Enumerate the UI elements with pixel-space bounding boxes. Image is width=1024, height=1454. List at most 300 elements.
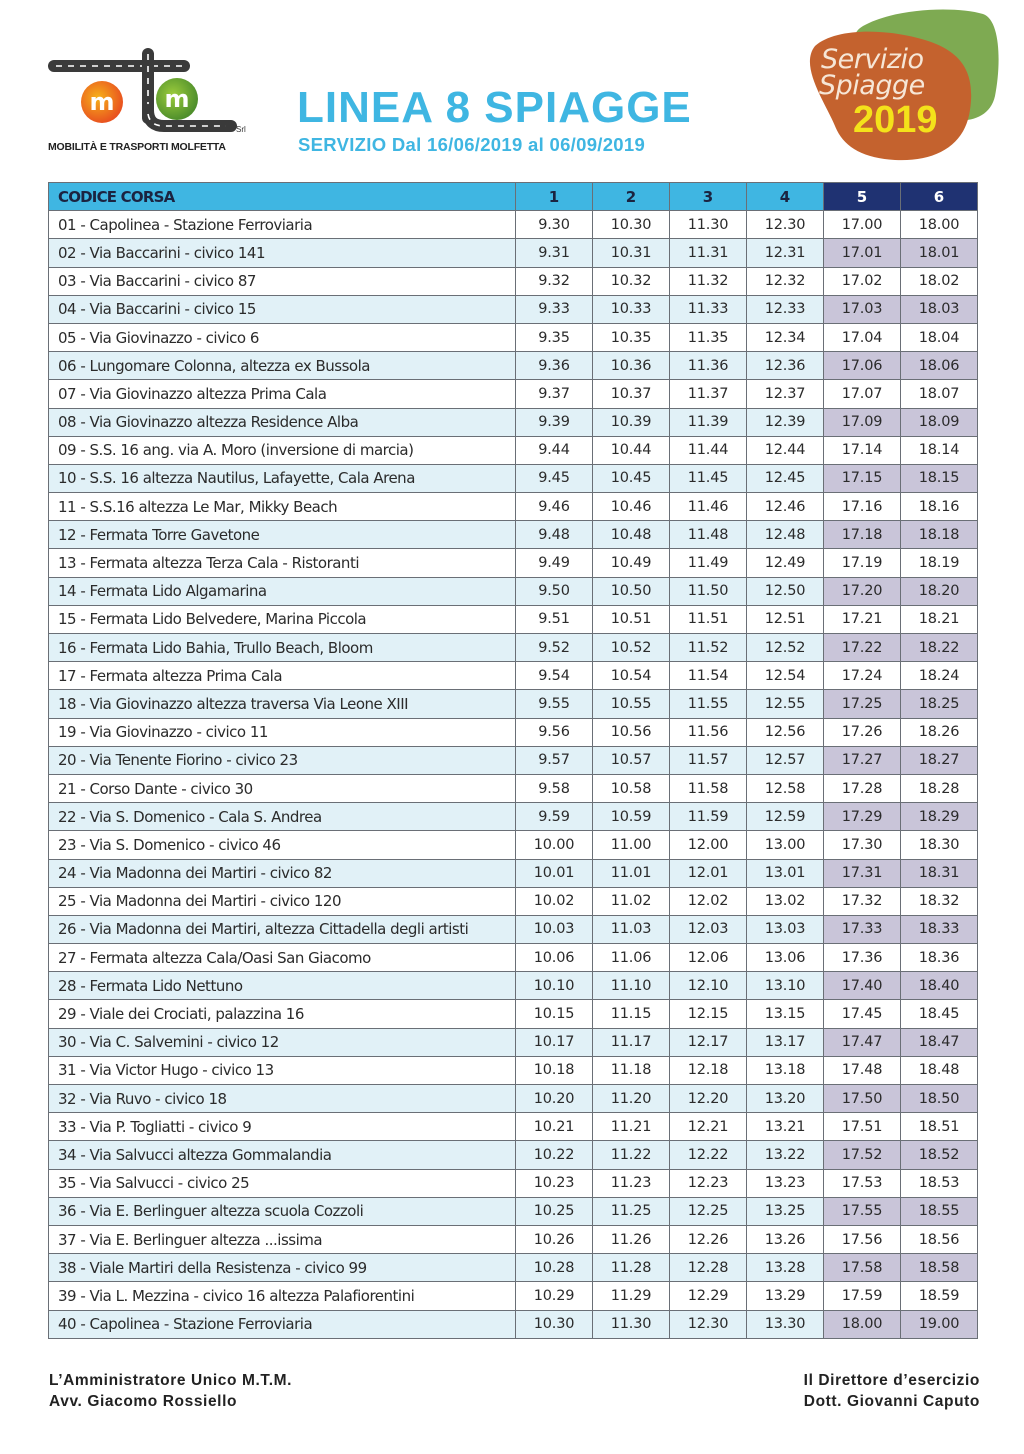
table-row [49,803,978,831]
table-row [49,1310,978,1338]
departure-time-run-2: 11.29 [593,1282,670,1310]
departure-time-run-3: 12.29 [670,1282,747,1310]
stop-name: 27 - Fermata altezza Cala/Oasi San Giacomo [49,944,516,972]
departure-time-run-2: 10.48 [593,521,670,549]
departure-time-run-2: 11.23 [593,1169,670,1197]
departure-time-run-2: 10.46 [593,493,670,521]
table-row [49,915,978,943]
stop-name: 02 - Via Baccarini - civico 141 [49,239,516,267]
departure-time-run-2: 10.44 [593,436,670,464]
departure-time-run-3: 12.15 [670,1000,747,1028]
departure-time-run-4: 13.23 [747,1169,824,1197]
departure-time-run-1: 10.21 [516,1113,593,1141]
departure-time-run-4: 12.37 [747,380,824,408]
departure-time-run-3: 11.44 [670,436,747,464]
logo-letter-m2: m [164,85,190,113]
logo-srl: Srl [236,125,246,134]
stop-name: 30 - Via C. Salvemini - civico 12 [49,1028,516,1056]
table-row [49,634,978,662]
departure-time-run-4: 13.28 [747,1254,824,1282]
departure-time-run-5: 17.19 [824,549,901,577]
departure-time-run-4: 12.39 [747,408,824,436]
departure-time-run-5: 17.56 [824,1225,901,1253]
departure-time-run-1: 9.35 [516,323,593,351]
table-row [49,1141,978,1169]
departure-time-run-6: 18.24 [901,662,978,690]
departure-time-run-5: 17.48 [824,1056,901,1084]
departure-time-run-2: 11.18 [593,1056,670,1084]
departure-time-run-5: 17.55 [824,1197,901,1225]
departure-time-run-3: 12.06 [670,944,747,972]
departure-time-run-3: 12.20 [670,1085,747,1113]
departure-time-run-6: 18.40 [901,972,978,1000]
stop-name: 03 - Via Baccarini - civico 87 [49,267,516,295]
departure-time-run-3: 11.33 [670,295,747,323]
departure-time-run-6: 18.32 [901,887,978,915]
stop-name: 28 - Fermata Lido Nettuno [49,972,516,1000]
departure-time-run-4: 12.52 [747,634,824,662]
departure-time-run-4: 12.33 [747,295,824,323]
departure-time-run-4: 13.15 [747,1000,824,1028]
departure-time-run-3: 11.59 [670,803,747,831]
table-row [49,944,978,972]
table-row [49,1197,978,1225]
column-header-run-4: 4 [747,183,824,211]
table-row [49,549,978,577]
departure-time-run-4: 12.36 [747,352,824,380]
departure-time-run-6: 18.33 [901,915,978,943]
departure-time-run-6: 18.16 [901,493,978,521]
table-row [49,718,978,746]
departure-time-run-6: 18.48 [901,1056,978,1084]
departure-time-run-4: 12.44 [747,436,824,464]
departure-time-run-1: 9.32 [516,267,593,295]
stop-name: 07 - Via Giovinazzo altezza Prima Cala [49,380,516,408]
departure-time-run-1: 10.30 [516,1310,593,1338]
departure-time-run-6: 18.25 [901,690,978,718]
departure-time-run-2: 10.59 [593,803,670,831]
stop-name: 18 - Via Giovinazzo altezza traversa Via Leone XIII [49,690,516,718]
departure-time-run-4: 13.01 [747,859,824,887]
stop-name: 17 - Fermata altezza Prima Cala [49,662,516,690]
departure-time-run-6: 18.56 [901,1225,978,1253]
departure-time-run-2: 11.02 [593,887,670,915]
departure-time-run-3: 11.32 [670,267,747,295]
departure-time-run-5: 17.31 [824,859,901,887]
departure-time-run-2: 10.33 [593,295,670,323]
departure-time-run-5: 17.14 [824,436,901,464]
departure-time-run-3: 12.18 [670,1056,747,1084]
table-row [49,295,978,323]
departure-time-run-5: 17.28 [824,774,901,802]
departure-time-run-4: 12.56 [747,718,824,746]
departure-time-run-5: 17.03 [824,295,901,323]
departure-time-run-6: 18.22 [901,634,978,662]
departure-time-run-1: 9.58 [516,774,593,802]
table-row [49,464,978,492]
stop-name: 26 - Via Madonna dei Martiri, altezza Cittadella degli artisti [49,915,516,943]
departure-time-run-3: 12.26 [670,1225,747,1253]
departure-time-run-5: 18.00 [824,1310,901,1338]
stop-name: 22 - Via S. Domenico - Cala S. Andrea [49,803,516,831]
departure-time-run-1: 9.36 [516,352,593,380]
table-row [49,1113,978,1141]
departure-time-run-6: 18.14 [901,436,978,464]
table-row [49,408,978,436]
table-row [49,1254,978,1282]
departure-time-run-5: 17.18 [824,521,901,549]
table-row [49,1056,978,1084]
stop-name: 06 - Lungomare Colonna, altezza ex Bussola [49,352,516,380]
table-row [49,662,978,690]
departure-time-run-5: 17.58 [824,1254,901,1282]
badge-line-servizio: Servizio [821,44,924,75]
departure-time-run-3: 12.02 [670,887,747,915]
table-row [49,690,978,718]
departure-time-run-3: 12.22 [670,1141,747,1169]
stop-name: 24 - Via Madonna dei Martiri - civico 82 [49,859,516,887]
departure-time-run-2: 10.30 [593,211,670,239]
departure-time-run-3: 12.01 [670,859,747,887]
departure-time-run-6: 18.21 [901,605,978,633]
departure-time-run-3: 11.57 [670,746,747,774]
departure-time-run-5: 17.50 [824,1085,901,1113]
departure-time-run-2: 10.52 [593,634,670,662]
departure-time-run-5: 17.30 [824,831,901,859]
departure-time-run-3: 12.00 [670,831,747,859]
departure-time-run-3: 11.56 [670,718,747,746]
departure-time-run-6: 18.04 [901,323,978,351]
stop-name: 25 - Via Madonna dei Martiri - civico 120 [49,887,516,915]
departure-time-run-1: 9.33 [516,295,593,323]
mtm-road-logo-icon [46,46,246,141]
departure-time-run-6: 18.47 [901,1028,978,1056]
stop-name: 10 - S.S. 16 altezza Nautilus, Lafayette, Cala Arena [49,464,516,492]
departure-time-run-1: 9.31 [516,239,593,267]
departure-time-run-4: 12.51 [747,605,824,633]
stop-name: 34 - Via Salvucci altezza Gommalandia [49,1141,516,1169]
table-row [49,887,978,915]
stop-name: 14 - Fermata Lido Algamarina [49,577,516,605]
departure-time-run-2: 10.49 [593,549,670,577]
table-row [49,1028,978,1056]
stop-name: 40 - Capolinea - Stazione Ferroviaria [49,1310,516,1338]
table-row [49,859,978,887]
stop-name: 13 - Fermata altezza Terza Cala - Ristoranti [49,549,516,577]
departure-time-run-1: 10.20 [516,1085,593,1113]
departure-time-run-4: 12.46 [747,493,824,521]
departure-time-run-4: 12.50 [747,577,824,605]
departure-time-run-5: 17.00 [824,211,901,239]
departure-time-run-3: 12.30 [670,1310,747,1338]
departure-time-run-3: 11.52 [670,634,747,662]
departure-time-run-5: 17.47 [824,1028,901,1056]
departure-time-run-4: 12.45 [747,464,824,492]
departure-time-run-1: 10.28 [516,1254,593,1282]
departure-time-run-6: 18.07 [901,380,978,408]
departure-time-run-4: 13.03 [747,915,824,943]
logo-tagline: MOBILITÀ E TRASPORTI MOLFETTA [48,141,226,153]
stop-name: 04 - Via Baccarini - civico 15 [49,295,516,323]
departure-time-run-3: 11.45 [670,464,747,492]
administrator-role: L’Amministratore Unico M.T.M. [49,1372,293,1389]
departure-time-run-5: 17.53 [824,1169,901,1197]
departure-time-run-6: 18.15 [901,464,978,492]
departure-time-run-4: 12.55 [747,690,824,718]
departure-time-run-2: 10.50 [593,577,670,605]
stop-name: 01 - Capolinea - Stazione Ferroviaria [49,211,516,239]
departure-time-run-1: 9.37 [516,380,593,408]
departure-time-run-2: 10.36 [593,352,670,380]
departure-time-run-5: 17.06 [824,352,901,380]
badge-year: 2019 [853,99,938,141]
departure-time-run-2: 10.32 [593,267,670,295]
departure-time-run-6: 18.28 [901,774,978,802]
column-header-codice-corsa: CODICE CORSA [49,183,516,211]
table-row [49,1282,978,1310]
departure-time-run-4: 13.10 [747,972,824,1000]
table-row [49,352,978,380]
departure-time-run-5: 17.52 [824,1141,901,1169]
departure-time-run-2: 11.20 [593,1085,670,1113]
departure-time-run-1: 10.02 [516,887,593,915]
table-row [49,323,978,351]
departure-time-run-2: 11.06 [593,944,670,972]
departure-time-run-6: 18.55 [901,1197,978,1225]
departure-time-run-3: 11.58 [670,774,747,802]
stop-name: 21 - Corso Dante - civico 30 [49,774,516,802]
departure-time-run-6: 18.03 [901,295,978,323]
departure-time-run-5: 17.15 [824,464,901,492]
departure-time-run-2: 11.17 [593,1028,670,1056]
departure-time-run-3: 11.37 [670,380,747,408]
departure-time-run-5: 17.32 [824,887,901,915]
departure-time-run-4: 12.59 [747,803,824,831]
table-row [49,577,978,605]
servizio-spiagge-badge [805,6,1005,166]
departure-time-run-2: 11.03 [593,915,670,943]
departure-time-run-5: 17.02 [824,267,901,295]
departure-time-run-6: 18.26 [901,718,978,746]
departure-time-run-4: 13.00 [747,831,824,859]
departure-time-run-3: 12.21 [670,1113,747,1141]
stop-name: 11 - S.S.16 altezza Le Mar, Mikky Beach [49,493,516,521]
departure-time-run-3: 11.39 [670,408,747,436]
departure-time-run-6: 18.45 [901,1000,978,1028]
departure-time-run-3: 11.49 [670,549,747,577]
departure-time-run-4: 12.57 [747,746,824,774]
director-role: Il Direttore d’esercizio [803,1372,980,1389]
departure-time-run-1: 9.44 [516,436,593,464]
stop-name: 12 - Fermata Torre Gavetone [49,521,516,549]
departure-time-run-2: 10.51 [593,605,670,633]
table-row [49,774,978,802]
departure-time-run-2: 11.30 [593,1310,670,1338]
table-row [49,1085,978,1113]
departure-time-run-1: 10.01 [516,859,593,887]
departure-time-run-3: 12.23 [670,1169,747,1197]
stop-name: 23 - Via S. Domenico - civico 46 [49,831,516,859]
departure-time-run-2: 10.37 [593,380,670,408]
departure-time-run-1: 9.30 [516,211,593,239]
departure-time-run-6: 18.27 [901,746,978,774]
column-header-run-3: 3 [670,183,747,211]
column-header-run-6: 6 [901,183,978,211]
departure-time-run-4: 13.17 [747,1028,824,1056]
departure-time-run-4: 13.22 [747,1141,824,1169]
departure-time-run-4: 13.21 [747,1113,824,1141]
stop-name: 31 - Via Victor Hugo - civico 13 [49,1056,516,1084]
stop-name: 20 - Via Tenente Fiorino - civico 23 [49,746,516,774]
departure-time-run-5: 17.09 [824,408,901,436]
departure-time-run-1: 10.25 [516,1197,593,1225]
departure-time-run-6: 18.20 [901,577,978,605]
departure-time-run-2: 10.31 [593,239,670,267]
departure-time-run-4: 13.26 [747,1225,824,1253]
departure-time-run-2: 11.28 [593,1254,670,1282]
departure-time-run-4: 12.31 [747,239,824,267]
logo-letter-m1: m [89,88,115,116]
departure-time-run-5: 17.25 [824,690,901,718]
departure-time-run-4: 13.06 [747,944,824,972]
column-header-run-5: 5 [824,183,901,211]
table-row [49,1225,978,1253]
departure-time-run-1: 9.49 [516,549,593,577]
departure-time-run-2: 11.25 [593,1197,670,1225]
table-row [49,746,978,774]
departure-time-run-3: 12.03 [670,915,747,943]
table-row [49,239,978,267]
timetable [48,182,978,1339]
departure-time-run-1: 10.15 [516,1000,593,1028]
table-row [49,831,978,859]
departure-time-run-2: 11.10 [593,972,670,1000]
departure-time-run-1: 10.17 [516,1028,593,1056]
departure-time-run-5: 17.45 [824,1000,901,1028]
departure-time-run-1: 10.06 [516,944,593,972]
administrator-name: Avv. Giacomo Rossiello [49,1393,238,1410]
departure-time-run-5: 17.22 [824,634,901,662]
departure-time-run-1: 9.55 [516,690,593,718]
table-row [49,267,978,295]
departure-time-run-6: 18.52 [901,1141,978,1169]
departure-time-run-3: 12.28 [670,1254,747,1282]
departure-time-run-2: 10.56 [593,718,670,746]
departure-time-run-5: 17.01 [824,239,901,267]
stop-name: 05 - Via Giovinazzo - civico 6 [49,323,516,351]
departure-time-run-4: 12.34 [747,323,824,351]
departure-time-run-1: 9.46 [516,493,593,521]
departure-time-run-4: 12.48 [747,521,824,549]
departure-time-run-3: 11.31 [670,239,747,267]
departure-time-run-1: 9.52 [516,634,593,662]
stop-name: 37 - Via E. Berlinguer altezza ...issima [49,1225,516,1253]
departure-time-run-4: 13.29 [747,1282,824,1310]
departure-time-run-2: 10.45 [593,464,670,492]
departure-time-run-6: 18.19 [901,549,978,577]
table-row [49,605,978,633]
departure-time-run-3: 12.25 [670,1197,747,1225]
departure-time-run-6: 18.02 [901,267,978,295]
departure-time-run-1: 9.39 [516,408,593,436]
departure-time-run-2: 10.57 [593,746,670,774]
departure-time-run-5: 17.33 [824,915,901,943]
table-row [49,436,978,464]
signature-director [804,1370,980,1412]
departure-time-run-2: 11.01 [593,859,670,887]
departure-time-run-3: 11.51 [670,605,747,633]
departure-time-run-6: 18.30 [901,831,978,859]
departure-time-run-5: 17.27 [824,746,901,774]
stop-name: 08 - Via Giovinazzo altezza Residence Alba [49,408,516,436]
departure-time-run-6: 18.50 [901,1085,978,1113]
departure-time-run-5: 17.29 [824,803,901,831]
departure-time-run-3: 11.48 [670,521,747,549]
mtm-logo [46,46,261,161]
stop-name: 15 - Fermata Lido Belvedere, Marina Piccola [49,605,516,633]
departure-time-run-4: 12.54 [747,662,824,690]
departure-time-run-3: 12.17 [670,1028,747,1056]
departure-time-run-5: 17.40 [824,972,901,1000]
departure-time-run-6: 18.00 [901,211,978,239]
page-title: LINEA 8 SPIAGGE [297,83,692,132]
departure-time-run-2: 10.58 [593,774,670,802]
departure-time-run-3: 11.46 [670,493,747,521]
departure-time-run-1: 9.54 [516,662,593,690]
departure-time-run-5: 17.24 [824,662,901,690]
departure-time-run-2: 10.55 [593,690,670,718]
badge-line-spiagge: Spiagge [819,70,925,101]
departure-time-run-6: 18.51 [901,1113,978,1141]
departure-time-run-4: 13.30 [747,1310,824,1338]
departure-time-run-1: 10.29 [516,1282,593,1310]
departure-time-run-1: 9.57 [516,746,593,774]
departure-time-run-3: 11.35 [670,323,747,351]
departure-time-run-3: 11.30 [670,211,747,239]
departure-time-run-4: 13.20 [747,1085,824,1113]
table-row [49,493,978,521]
departure-time-run-4: 13.25 [747,1197,824,1225]
departure-time-run-4: 12.58 [747,774,824,802]
departure-time-run-1: 10.03 [516,915,593,943]
departure-time-run-2: 11.21 [593,1113,670,1141]
table-row [49,972,978,1000]
departure-time-run-3: 11.55 [670,690,747,718]
departure-time-run-5: 17.07 [824,380,901,408]
departure-time-run-4: 13.02 [747,887,824,915]
departure-time-run-1: 9.48 [516,521,593,549]
departure-time-run-4: 13.18 [747,1056,824,1084]
table-row [49,380,978,408]
departure-time-run-3: 11.36 [670,352,747,380]
departure-time-run-1: 10.23 [516,1169,593,1197]
departure-time-run-6: 19.00 [901,1310,978,1338]
departure-time-run-2: 11.15 [593,1000,670,1028]
departure-time-run-5: 17.04 [824,323,901,351]
departure-time-run-1: 9.59 [516,803,593,831]
departure-time-run-3: 11.50 [670,577,747,605]
departure-time-run-2: 10.39 [593,408,670,436]
column-header-run-1: 1 [516,183,593,211]
stop-name: 33 - Via P. Togliatti - civico 9 [49,1113,516,1141]
table-row [49,211,978,239]
departure-time-run-2: 11.00 [593,831,670,859]
stop-name: 19 - Via Giovinazzo - civico 11 [49,718,516,746]
departure-time-run-1: 9.50 [516,577,593,605]
departure-time-run-6: 18.06 [901,352,978,380]
table-row [49,1000,978,1028]
table-row [49,521,978,549]
